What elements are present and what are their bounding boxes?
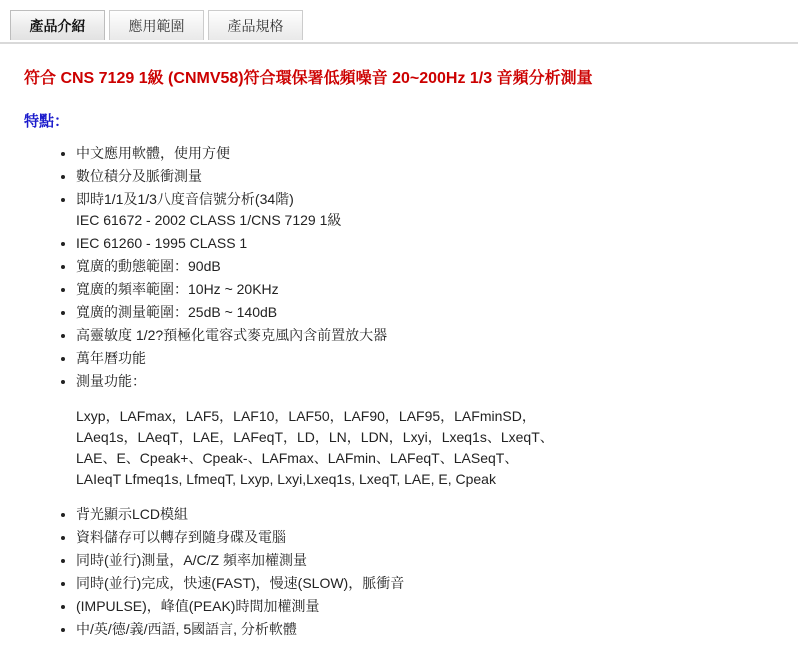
list-item: • 同時(並行)完成，快速(FAST)，慢速(SLOW)，脈衝音 bbox=[76, 573, 774, 594]
tab-product-intro-label: 產品介紹 bbox=[29, 18, 86, 34]
list-item: • 資料儲存可以轉存到隨身碟及電腦 bbox=[76, 527, 774, 548]
tab-product-spec[interactable] bbox=[208, 10, 303, 40]
list-item: • (IMPULSE)，峰值(PEAK)時間加權測量 bbox=[76, 596, 774, 617]
features-heading: 特點： bbox=[24, 113, 70, 130]
list-item-label: 即時1/1及1/3八度音信號分析(34階) bbox=[76, 191, 294, 207]
list-item: • 萬年曆功能 bbox=[76, 348, 774, 369]
measurement-line: Lxyp，LAFmax，LAF5，LAF10，LAF50，LAF90，LAF95，LAFminSD， bbox=[76, 408, 536, 424]
list-item bbox=[76, 189, 774, 231]
list-item: • 中文應用軟體，使用方便 bbox=[76, 143, 774, 164]
list-item: • 寬廣的動態範圍：90dB bbox=[76, 256, 774, 277]
list-item: • 背光顯示LCD模組 bbox=[76, 504, 774, 525]
tab-product-spec-label: 產品規格 bbox=[227, 18, 284, 34]
features-list bbox=[48, 143, 774, 392]
list-item: • 寬廣的頻率範圍：10Hz ~ 20KHz bbox=[76, 279, 774, 300]
list-item: • 同時(並行)測量，A/C/Z 頻率加權測量 bbox=[76, 550, 774, 571]
tab-application-scope-label: 應用範圍 bbox=[128, 18, 185, 34]
list-item: • 數位積分及脈衝測量 bbox=[76, 166, 774, 187]
tab-product-intro[interactable] bbox=[10, 10, 105, 40]
list-item: • 測量功能： bbox=[76, 371, 774, 392]
list-item: • 寬廣的測量範圍：25dB ~ 140dB bbox=[76, 302, 774, 323]
list-item: • 高靈敏度 1/2?預極化電容式麥克風內含前置放大器 bbox=[76, 325, 774, 346]
features-list-secondary bbox=[48, 504, 774, 640]
tab-bar bbox=[0, 0, 798, 44]
measurement-line: LAIeqT Lfmeq1s, LfmeqT, Lxyp, Lxyi,Lxeq1s, LxeqT, LAE, E, Cpeak bbox=[76, 471, 496, 487]
list-item: • 中/英/德/義/西語, 5國語言, 分析軟體 bbox=[76, 619, 774, 640]
measurement-line: LAE、E、Cpeak+、Cpeak-、LAFmax、LAFmin、LAFeqT、LASeqT、 bbox=[76, 450, 519, 466]
list-item: • IEC 61260 - 1995 CLASS 1 bbox=[76, 233, 774, 254]
measurement-line: LAeq1s，LAeqT，LAE，LAFeqT，LD，LN，LDN，Lxyi，Lxeq1s、LxeqT、 bbox=[76, 429, 554, 445]
page-headline: 符合 CNS 7129 1級 (CNMV58)符合環保署低頻噪音 20~200Hz 1/3 音頻分析測量 bbox=[24, 70, 593, 87]
list-item-subline: IEC 61672 - 2002 CLASS 1/CNS 7129 1級 bbox=[76, 212, 342, 228]
tab-application-scope[interactable] bbox=[109, 10, 204, 40]
measurement-functions-block bbox=[76, 406, 676, 490]
content-panel bbox=[0, 44, 798, 640]
